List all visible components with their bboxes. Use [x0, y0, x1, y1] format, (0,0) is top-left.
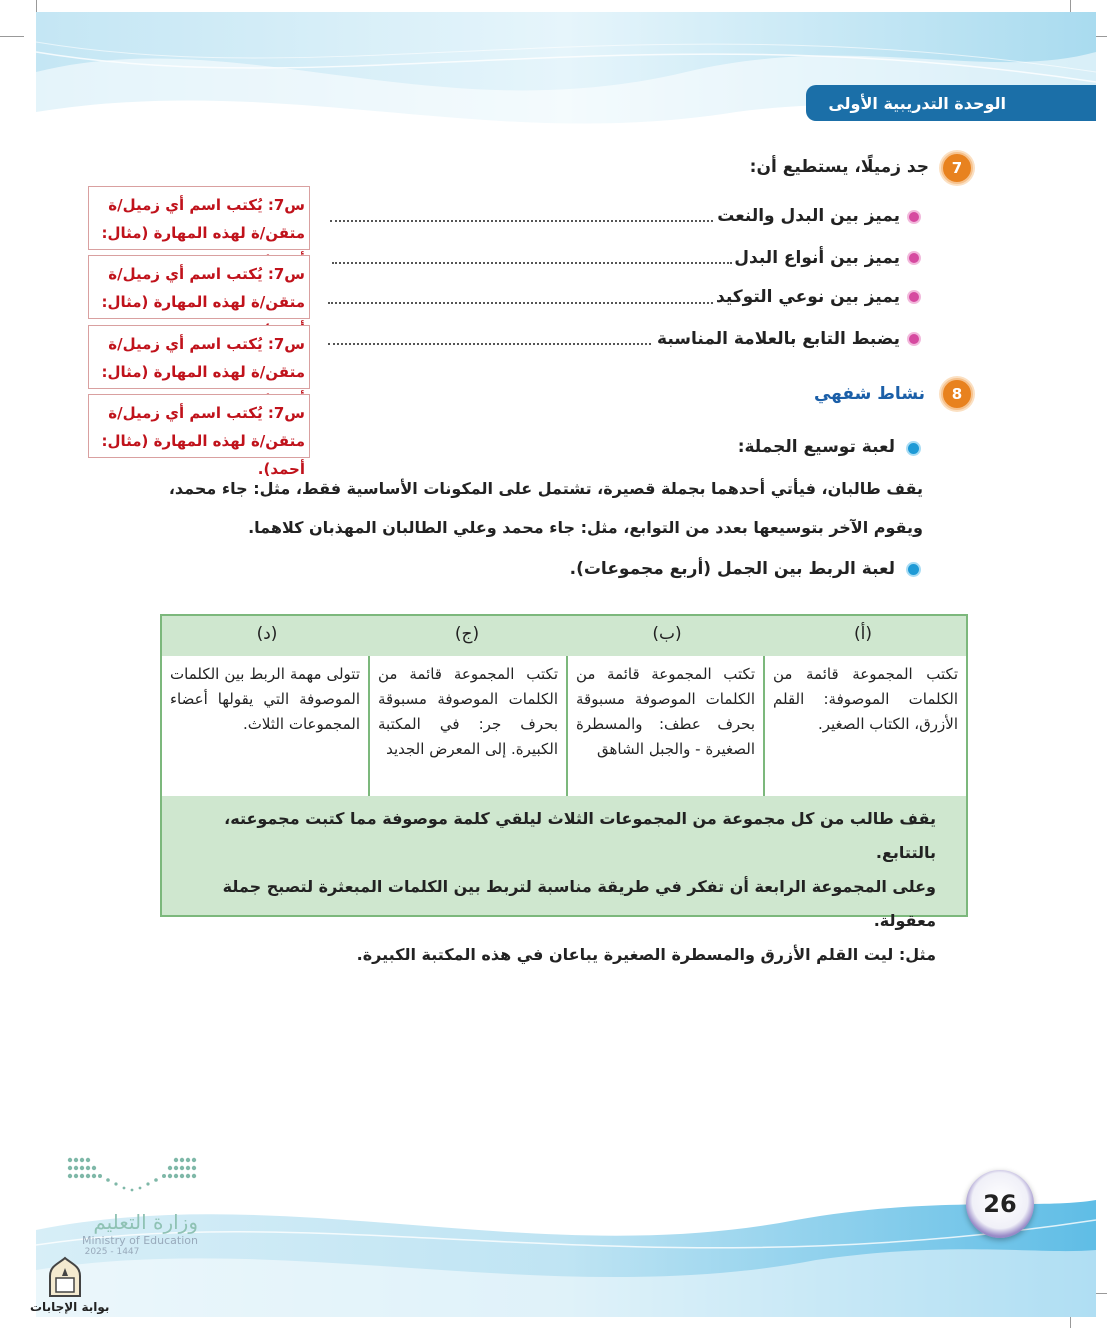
ministry-years: 2025 - 1447: [84, 1247, 140, 1257]
answer-line-1: س7: يُكتب اسم أي زميل/ة: [108, 196, 305, 214]
bullet-icon: [907, 251, 921, 265]
section-title: جد زميلًا، يستطيع أن:: [749, 157, 929, 177]
skill-item: يميز بين نوعي التوكيد: [716, 287, 900, 307]
ministry-logo: [62, 1150, 202, 1257]
bullet-icon: [907, 332, 921, 346]
ministry-emblem-icon: [62, 1150, 202, 1200]
answer-line-2: متقن/ة لهذه المهارة (مثال:: [101, 224, 305, 242]
footer-line: يقف طالب من كل مجموعة من المجموعات الثلاث ليلقي كلمة موصوفة مما كتبت مجموعته، بالتتابع.: [224, 809, 936, 862]
answer-line-2: متقن/ة لهذه المهارة (مثال:: [101, 293, 305, 311]
skill-item: يميز بين أنواع البدل: [734, 248, 900, 268]
watermark-logo-icon: [44, 1256, 86, 1298]
game-title: لعبة توسيع الجملة:: [737, 437, 895, 457]
ministry-name-en: Ministry of Education: [81, 1234, 198, 1247]
game-description: ويقوم الآخر بتوسيعها بعدد من التوابع، مثل: جاء محمد وعلي الطالبان المهذبان كلاهما.: [248, 518, 923, 537]
bullet-icon: [906, 562, 921, 577]
table-cell: تكتب المجموعة قائمة من الكلمات الموصوفة مسبوقة بحرف جر: في المكتبة الكبيرة. إلى المعرض الجديد: [368, 656, 566, 796]
answer-line: [330, 220, 713, 222]
table-body: [162, 656, 966, 796]
column-header: (أ): [853, 624, 872, 644]
table-cell: تتولى مهمة الربط بين الكلمات الموصوفة التي يقولها أعضاء المجموعات الثلاث.: [170, 665, 360, 733]
bullet-icon: [906, 441, 921, 456]
crop-mark: [0, 36, 24, 37]
groups-table: [160, 614, 968, 964]
footer-line: مثل: ليت القلم الأزرق والمسطرة الصغيرة يباعان في هذه المكتبة الكبيرة.: [356, 945, 936, 964]
answer-box: [88, 394, 310, 478]
section-number-badge: 8: [941, 378, 973, 410]
answer-box: [88, 255, 310, 319]
column-header: (ب): [652, 624, 682, 644]
bullet-icon: [907, 210, 921, 224]
answer-box: [88, 186, 310, 250]
column-header: (د): [256, 624, 278, 644]
answer-line-1: س7: يُكتب اسم أي زميل/ة: [108, 404, 305, 422]
game-description: يقف طالبان، فيأتي أحدهما بجملة قصيرة، تشتمل على المكونات الأساسية فقط، مثل: جاء محمد،: [168, 479, 923, 498]
bullet-icon: [907, 290, 921, 304]
skill-item: يميز بين البدل والنعت: [717, 206, 900, 226]
skill-item: يضبط التابع بالعلامة المناسبة: [657, 329, 900, 349]
table-footer: [162, 796, 966, 964]
answer-line: [328, 302, 713, 304]
unit-title: الوحدة التدريبية الأولى: [828, 93, 1006, 113]
column-header: (ج): [454, 624, 480, 644]
answer-line: [328, 343, 651, 345]
section-title: نشاط شفهي: [813, 384, 925, 404]
answer-line-2: متقن/ة لهذه المهارة (مثال: أحمد).: [101, 432, 305, 478]
top-wave-decoration: [36, 12, 1096, 152]
answer-line-2: متقن/ة لهذه المهارة (مثال:: [101, 363, 305, 381]
watermark-text: بوابة الإجابات: [30, 1300, 110, 1314]
unit-title-banner: [806, 85, 1096, 121]
page-number: 26: [966, 1170, 1034, 1238]
ministry-name-ar: وزارة التعليم: [93, 1210, 198, 1234]
answer-line: [332, 262, 732, 264]
table-header: [162, 616, 966, 656]
table-cell: تكتب المجموعة قائمة من الكلمات الموصوفة: القلم الأزرق، الكتاب الصغير.: [763, 656, 966, 796]
table-cell: تكتب المجموعة قائمة من الكلمات الموصوفة مسبوقة بحرف عطف: والمسطرة الصغيرة - والجبل الشاهق: [566, 656, 763, 796]
answer-line-1: س7: يُكتب اسم أي زميل/ة: [108, 335, 305, 353]
answer-box: [88, 325, 310, 389]
game-title: لعبة الربط بين الجمل (أربع مجموعات).: [569, 559, 895, 579]
section-number-badge: 7: [941, 152, 973, 184]
footer-line: وعلى المجموعة الرابعة أن تفكر في طريقة مناسبة لتربط بين الكلمات المبعثرة لتصبح جملة معقولة.: [222, 877, 936, 930]
answer-line-1: س7: يُكتب اسم أي زميل/ة: [108, 265, 305, 283]
